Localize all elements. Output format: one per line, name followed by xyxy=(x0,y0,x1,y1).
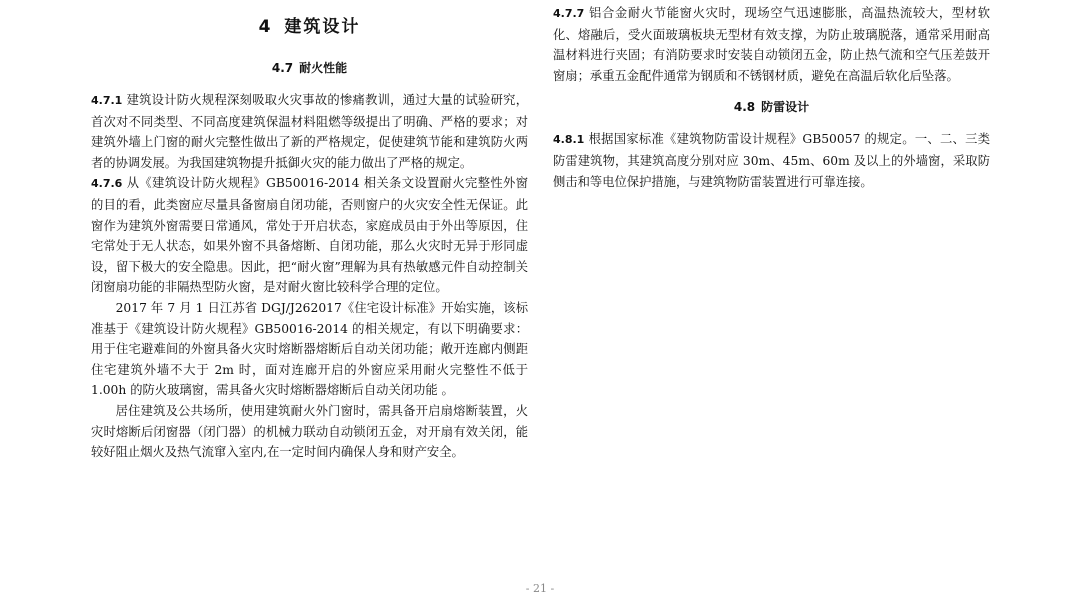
section-number: 4.7 xyxy=(271,61,294,75)
paragraph-text: 从《建筑设计防火规程》GB50016-2014 相关条文设置耐火完整性外窗的目的看，此类窗应尽量具备窗扇自闭功能，否则窗户的火灾安全性无保证。此窗作为建筑外窗需要日常通风，常处于开启状态，家庭成员由于外出等原因，住宅常处于无人状态，如果外窗不具备熔断、自闭功能，那么火灾时无异于形同虚设，留下极大的安全隐患。因此，把“耐火窗”理解为具有热敏感元件自动控制关闭窗扇功能的非隔热型防火窗，是对耐火窗比较科学合理的定位。 xyxy=(91,176,528,295)
section-title: 耐火性能 xyxy=(299,61,348,75)
section-title: 防雷设计 xyxy=(761,100,810,115)
clause-number: 4.7.7 xyxy=(553,7,585,20)
paragraph-text: 建筑设计防火规程深刻吸取火灾事故的惨痛教训，通过大量的试验研究，首次对不同类型、不同高度建筑保温材料阻燃等级提出了明确、严格的要求；对建筑外墙上门窗的耐火完整性做出了新的严格规定，促使建筑节能和建筑防火两者的协调发展。为我国建筑物提升抵御火灾的能力做出了严格的规定。 xyxy=(91,93,528,170)
paragraph-4-7-1 xyxy=(91,90,528,173)
chapter-number: 4 xyxy=(258,17,273,37)
clause-number: 4.7.6 xyxy=(91,177,123,191)
section-heading-4-8 xyxy=(553,98,990,115)
section-number: 4.8 xyxy=(733,100,756,115)
chapter-title: 建筑设计 xyxy=(284,17,361,37)
paragraph-4-7-7 xyxy=(553,3,990,86)
left-column xyxy=(91,0,528,463)
paragraph-2017-standard: 2017 年 7 月 1 日江苏省 DGJ/J262017《住宅设计标准》开始实施，该标准基于《建筑设计防火规程》GB50016-2014 的相关规定，有以下明确要求：用于住宅避难间的外窗具备火灾时熔断器熔断后自动关闭功能；敞开连廊内侧距住宅建筑外墙不大于 2m 时，面对连廊开启的外窗应采用耐火完整性不低于 1.00h 的防火玻璃窗，需具备火灾时熔断器熔断后自动关闭功能 。 xyxy=(91,300,528,398)
page-number: - 21 - xyxy=(525,582,555,595)
paragraph-residence: 居住建筑及公共场所，使用建筑耐火外门窗时，需具备开启扇熔断装置，火灾时熔断后闭窗器（闭门器）的机械力联动自动锁闭五金，对开扇有效关闭，能较好阻止烟火及热气流窜入室内,在一定时间内确保人身和财产安全。 xyxy=(91,403,528,460)
paragraph-4-7-6 xyxy=(91,173,528,298)
paragraph-4-8-1 xyxy=(553,129,990,192)
clause-number: 4.8.1 xyxy=(553,133,585,147)
paragraph-text: 根据国家标准《建筑物防雷设计规程》GB50057 的规定。一、二、三类防雷建筑物，其建筑高度分别对应 30m、45m、60m 及以上的外墙窗，采取防侧击和等电位保护措施，与建筑物防雷装置进行可靠连接。 xyxy=(553,132,990,189)
right-column xyxy=(553,0,990,192)
clause-number: 4.7.1 xyxy=(91,94,123,107)
section-heading-4-7 xyxy=(91,59,528,76)
paragraph-text: 铝合金耐火节能窗火灾时，现场空气迅速膨胀，高温热流较大，型材软化、熔融后，受火面玻璃板块无型材有效支撑，为防止玻璃脱落，通常采用耐高温材料进行夹固；有消防要求时安装自动锁闭五金，防止热气流和空气压差鼓开窗扇；承重五金配件通常为钢质和不锈钢材质，避免在高温后软化后坠落。 xyxy=(553,6,990,83)
chapter-heading xyxy=(91,12,528,37)
